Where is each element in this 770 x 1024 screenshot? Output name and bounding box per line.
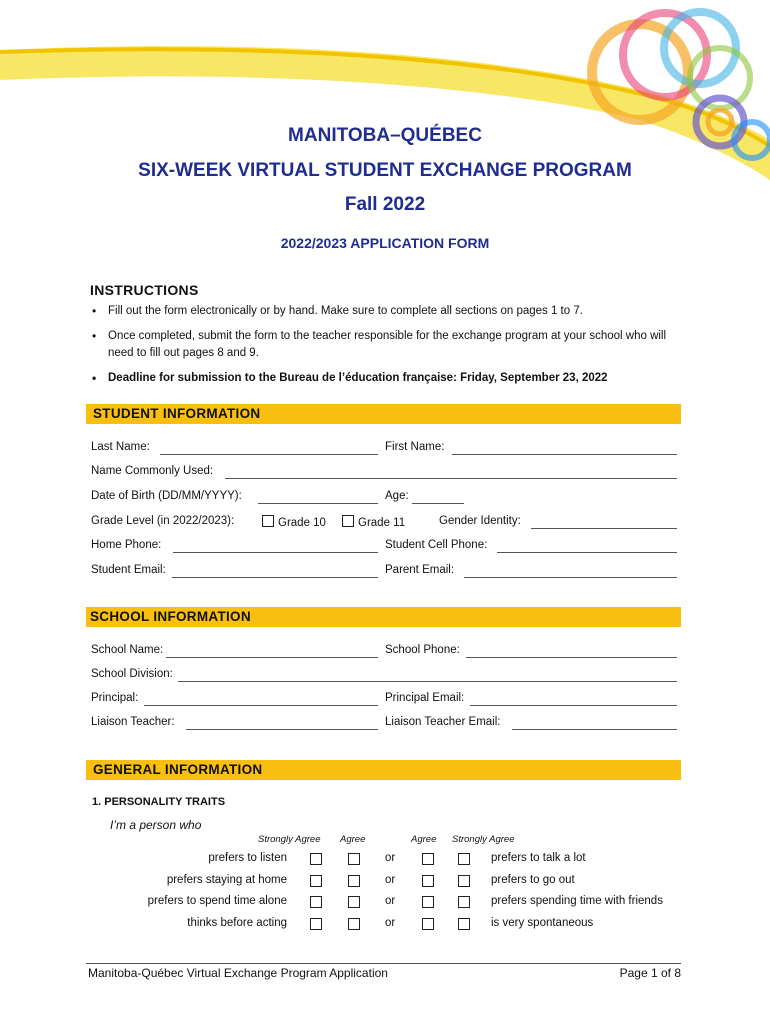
cell-phone-label: Student Cell Phone: — [385, 539, 488, 551]
instruction-deadline: • Deadline for submission to the Bureau de l’éducation française: Friday, September 23, 2022 — [90, 370, 670, 387]
trait-checkbox[interactable] — [348, 875, 360, 887]
dob-field[interactable] — [258, 503, 378, 504]
common-name-field[interactable] — [225, 478, 677, 479]
age-label: Age: — [385, 490, 409, 502]
principal-email-label: Principal Email: — [385, 692, 465, 704]
gender-label: Gender Identity: — [439, 515, 521, 527]
parent-email-label: Parent Email: — [385, 564, 455, 576]
grade-level-label: Grade Level (in 2022/2023): — [91, 515, 235, 527]
liaison-email-label: Liaison Teacher Email: — [385, 716, 501, 728]
instructions-heading: INSTRUCTIONS — [90, 282, 199, 298]
trait-left-label: prefers to spend time alone — [147, 895, 287, 907]
school-division-label: School Division: — [91, 668, 173, 680]
scale-header-agree-right: Agree — [411, 834, 437, 845]
trait-checkbox[interactable] — [458, 875, 470, 887]
school-name-label: School Name: — [91, 644, 164, 656]
gender-field[interactable] — [531, 528, 677, 529]
trait-checkbox[interactable] — [422, 875, 434, 887]
school-division-field[interactable] — [178, 681, 677, 682]
grade11-option[interactable]: Grade 11 — [342, 515, 405, 529]
trait-checkbox[interactable] — [422, 853, 434, 865]
common-name-label: Name Commonly Used: — [91, 465, 214, 477]
instruction-item: • Fill out the form electronically or by hand. Make sure to complete all sections on pages 1 to 7. — [90, 303, 670, 320]
trait-checkbox[interactable] — [310, 875, 322, 887]
student-email-field[interactable] — [172, 577, 378, 578]
trait-checkbox[interactable] — [348, 918, 360, 930]
general-section-header: GENERAL INFORMATION — [86, 760, 681, 780]
liaison-teacher-field[interactable] — [186, 729, 378, 730]
school-section-header: SCHOOL INFORMATION — [86, 607, 681, 627]
liaison-email-field[interactable] — [512, 729, 677, 730]
trait-right-label: prefers spending time with friends — [491, 895, 663, 907]
home-phone-label: Home Phone: — [91, 539, 162, 551]
principal-label: Principal: — [91, 692, 139, 704]
trait-checkbox[interactable] — [310, 918, 322, 930]
or-label: or — [385, 917, 396, 929]
or-label: or — [385, 895, 396, 907]
school-name-field[interactable] — [166, 657, 378, 658]
last-name-field[interactable] — [160, 454, 378, 455]
trait-right-label: is very spontaneous — [491, 917, 594, 929]
or-label: or — [385, 874, 396, 886]
liaison-teacher-label: Liaison Teacher: — [91, 716, 175, 728]
home-phone-field[interactable] — [173, 552, 378, 553]
principal-email-field[interactable] — [470, 705, 677, 706]
page-title-line1: MANITOBA–QUÉBEC — [288, 125, 482, 146]
first-name-field[interactable] — [452, 454, 677, 455]
student-email-label: Student Email: — [91, 564, 166, 576]
grade11-checkbox[interactable] — [342, 515, 354, 527]
or-label: or — [385, 852, 396, 864]
trait-left-label: prefers staying at home — [166, 874, 287, 886]
grade10-option[interactable]: Grade 10 — [262, 515, 326, 529]
footer-divider — [86, 963, 681, 964]
personality-traits-intro: I’m a person who — [110, 818, 202, 832]
personality-traits-heading: 1. PERSONALITY TRAITS — [92, 796, 226, 808]
scale-header-agree-left: Agree — [340, 834, 366, 845]
parent-email-field[interactable] — [464, 577, 677, 578]
page-subtitle: 2022/2023 APPLICATION FORM — [280, 235, 490, 251]
trait-left-label: prefers to listen — [208, 852, 287, 864]
trait-checkbox[interactable] — [310, 853, 322, 865]
trait-checkbox[interactable] — [458, 896, 470, 908]
school-phone-label: School Phone: — [385, 644, 460, 656]
trait-checkbox[interactable] — [348, 853, 360, 865]
instruction-item: • Once completed, submit the form to the teacher responsible for the exchange program at your school who will need to fill out pages 8 and 9. — [90, 328, 670, 362]
scale-header-strongly-agree-left: Strongly Agree — [258, 834, 321, 845]
page-title-line3: Fall 2022 — [344, 194, 426, 215]
footer-document-title: Manitoba-Québec Virtual Exchange Program Application — [88, 966, 388, 980]
trait-checkbox[interactable] — [348, 896, 360, 908]
grade10-checkbox[interactable] — [262, 515, 274, 527]
trait-right-label: prefers to go out — [491, 874, 575, 886]
trait-checkbox[interactable] — [458, 853, 470, 865]
student-section-header: STUDENT INFORMATION — [86, 404, 681, 424]
footer-page-number: Page 1 of 8 — [619, 966, 681, 980]
instructions-list — [90, 303, 670, 395]
scale-header-strongly-agree-right: Strongly Agree — [452, 834, 515, 845]
page-title-line2: SIX-WEEK VIRTUAL STUDENT EXCHANGE PROGRAM — [138, 160, 632, 181]
trait-checkbox[interactable] — [458, 918, 470, 930]
trait-left-label: thinks before acting — [187, 917, 287, 929]
trait-right-label: prefers to talk a lot — [491, 852, 586, 864]
age-field[interactable] — [412, 503, 464, 504]
last-name-label: Last Name: — [91, 441, 150, 453]
cell-phone-field[interactable] — [497, 552, 677, 553]
principal-field[interactable] — [144, 705, 378, 706]
trait-checkbox[interactable] — [422, 918, 434, 930]
trait-checkbox[interactable] — [310, 896, 322, 908]
trait-checkbox[interactable] — [422, 896, 434, 908]
first-name-label: First Name: — [385, 441, 445, 453]
school-phone-field[interactable] — [466, 657, 677, 658]
dob-label: Date of Birth (DD/MM/YYYY): — [91, 490, 242, 502]
